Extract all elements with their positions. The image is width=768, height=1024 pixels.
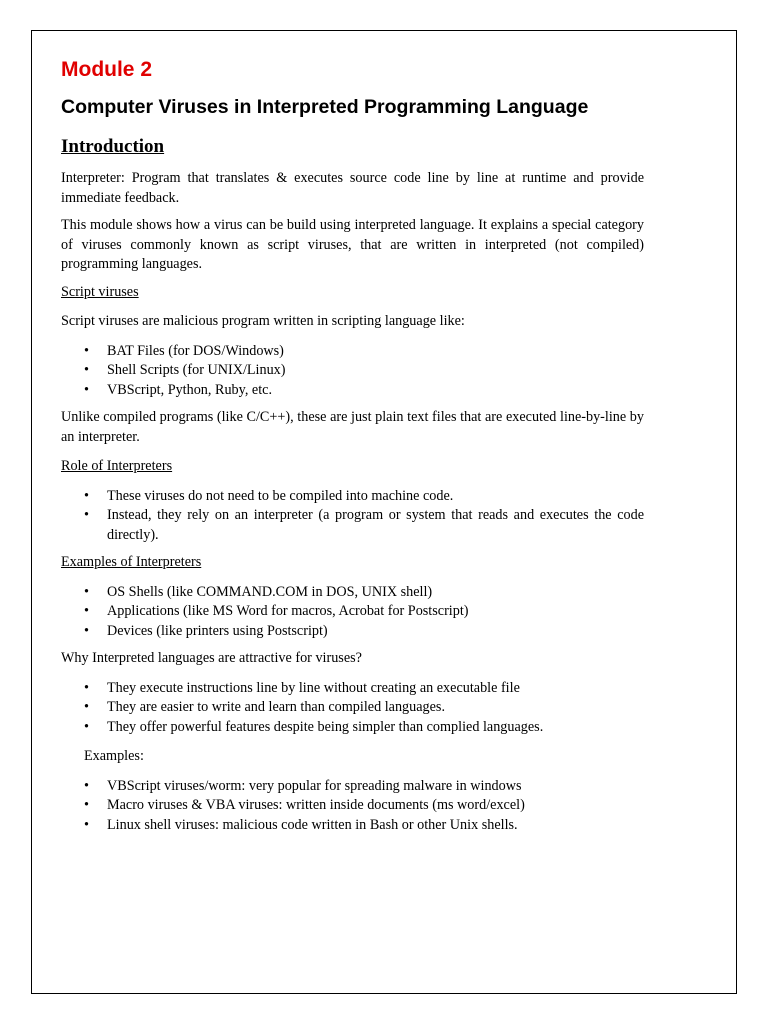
list-item: • These viruses do not need to be compiled into machine code.: [61, 487, 644, 507]
list-item: • They offer powerful features despite being simpler than complied languages.: [61, 718, 644, 738]
why-attractive-question: Why Interpreted languages are attractive for viruses?: [61, 650, 362, 666]
document-content: [61, 56, 644, 835]
script-viruses-note: Unlike compiled programs (like C/C++), these are just plain text files that are executed line-by-line by an interpreter.: [61, 409, 644, 445]
role-of-interpreters-list: [61, 487, 644, 546]
list-item: • Instead, they rely on an interpreter (a program or system that reads and executes the code directly).: [61, 506, 644, 545]
examples-list: [61, 777, 644, 836]
examples-label: Examples:: [84, 748, 144, 764]
list-item: • Applications (like MS Word for macros, Acrobat for Postscript): [61, 602, 644, 622]
list-item: • Macro viruses & VBA viruses: written inside documents (ms word/excel): [61, 796, 644, 816]
list-item: • Shell Scripts (for UNIX/Linux): [61, 361, 644, 381]
list-item: • VBScript viruses/worm: very popular for spreading malware in windows: [61, 777, 644, 797]
module-label: Module 2: [61, 58, 153, 81]
list-item: • VBScript, Python, Ruby, etc.: [61, 381, 644, 401]
examples-of-interpreters-heading: Examples of Interpreters: [61, 554, 202, 570]
why-attractive-list: [61, 679, 644, 738]
script-viruses-intro: Script viruses are malicious program written in scripting language like:: [61, 313, 465, 329]
document-title: Computer Viruses in Interpreted Programming Language: [61, 96, 589, 118]
introduction-heading: Introduction: [61, 136, 165, 157]
list-item: • Linux shell viruses: malicious code written in Bash or other Unix shells.: [61, 816, 644, 836]
module-overview: This module shows how a virus can be build using interpreted language. It explains a special category of viruses commonly known as script viruses, that are written in interpreted (not compiled) programming languages.: [61, 217, 644, 272]
script-viruses-list: [61, 342, 644, 401]
list-item: • They are easier to write and learn than compiled languages.: [61, 698, 644, 718]
examples-of-interpreters-list: [61, 583, 644, 642]
script-viruses-heading: Script viruses: [61, 283, 139, 300]
interpreter-definition: Interpreter: Program that translates & executes source code line by line at runtime and provide immediate feedback.: [61, 170, 644, 206]
list-item: • They execute instructions line by line without creating an executable file: [61, 679, 644, 699]
role-of-interpreters-heading: Role of Interpreters: [61, 458, 173, 474]
list-item: • BAT Files (for DOS/Windows): [61, 342, 644, 362]
list-item: • OS Shells (like COMMAND.COM in DOS, UNIX shell): [61, 583, 644, 603]
list-item: • Devices (like printers using Postscript): [61, 622, 644, 642]
